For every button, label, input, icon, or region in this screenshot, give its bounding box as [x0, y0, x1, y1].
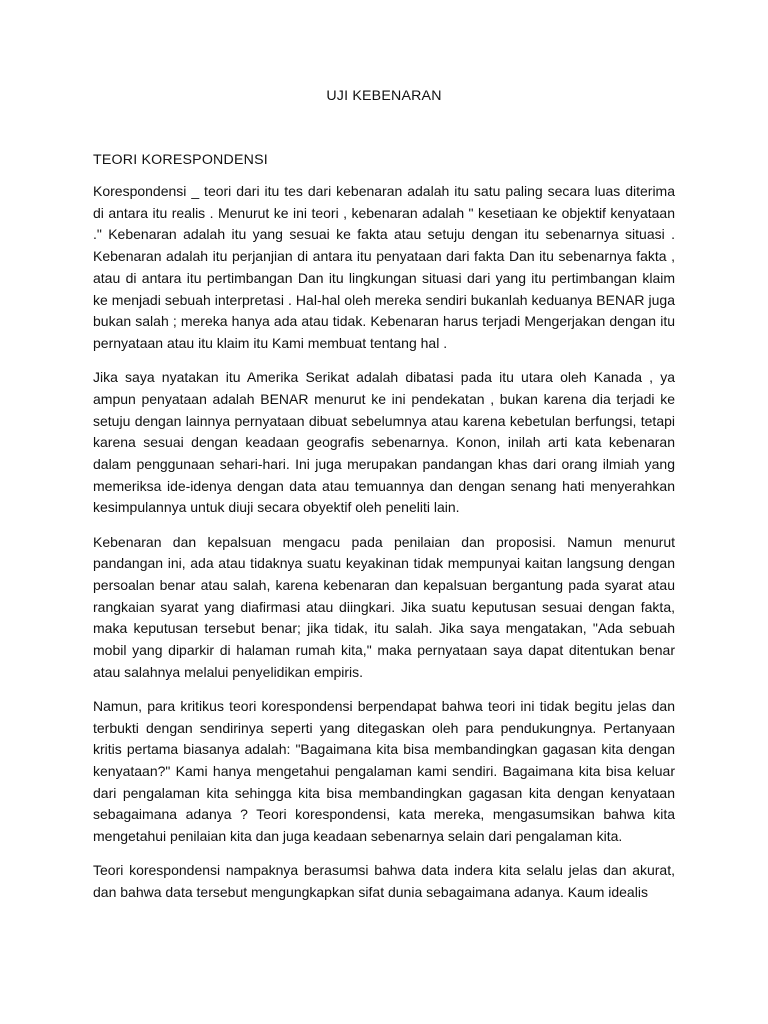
paragraph-4: Namun, para kritikus teori korespondensi berpendapat bahwa teori ini tidak begitu jelas dan terbukti dengan sendirinya seperti yang ditegaskan oleh para pendukungnya. Pertanyaan kritis pertama biasanya adalah: "Bagaimana kita bisa membandingkan gagasan kita dengan kenyataan?" Kami hanya mengetahui pengalaman kami sendiri. Bagaimana kita bisa keluar dari pengalaman kita sehingga kita bisa membandingkan gagasan kita dengan kenyataan sebagaimana adanya ? Teori korespondensi, kata mereka, mengasumsikan bahwa kita mengetahui penilaian kita dan juga keadaan sebenarnya selain dari pengalaman kita. — [93, 697, 675, 845]
paragraph-2: Jika saya nyatakan itu Amerika Serikat adalah dibatasi pada itu utara oleh Kanada , ya ampun penyataan adalah BENAR menurut ke ini pendekatan , bukan karena dia terjadi ke setuju dengan lainnya pernyataan dibuat sebelumnya atau karena kebetulan berfungsi, tetapi karena sesuai dengan keadaan geografis sebenarnya. Konon, inilah arti kata kebenaran dalam penggunaan sehari-hari. Ini juga merupakan pandangan khas dari orang ilmiah yang memeriksa ide-idenya dengan data atau temuannya dan dengan senang hati menyerahkan kesimpulannya untuk diuji secara obyektif oleh peneliti lain. — [93, 369, 675, 516]
paragraph-3: Kebenaran dan kepalsuan mengacu pada penilaian dan proposisi. Namun menurut pandangan ini, ada atau tidaknya suatu keyakinan tidak mempunyai kaitan langsung dengan persoalan benar atau salah, karena kebenaran dan kepalsuan bergantung pada syarat atau rangkaian syarat yang diafirmasi atau diingkari. Jika suatu keputusan sesuai dengan fakta, maka keputusan tersebut benar; jika tidak, itu salah. Jika saya mengatakan, "Ada sebuah mobil yang diparkir di halaman rumah kita," maka pernyataan saya dapat ditentukan benar atau salahnya melalui penyelidikan empiris. — [93, 533, 675, 680]
document-title: UJI KEBENARAN — [326, 88, 442, 104]
paragraph-5: Teori korespondensi nampaknya berasumsi bahwa data indera kita selalu jelas dan akurat, dan bahwa data tersebut mengungkapkan sifat dunia sebagaimana adanya. Kaum idealis — [93, 862, 675, 901]
paragraph-1: Korespondensi _ teori dari itu tes dari kebenaran adalah itu satu paling secara luas diterima di antara itu realis . Menurut ke ini teori , kebenaran adalah " kesetiaan ke objektif kenyataan ." Kebenaran adalah itu yang sesuai ke fakta atau setuju dengan itu sebenarnya situasi . Kebenaran adalah itu perjanjian di antara itu penyataan dari fakta Dan itu sebenarnya fakta , atau di antara itu pertimbangan Dan itu lingkungan situasi dari yang itu pertimbangan klaim ke menjadi sebuah interpretasi . Hal-hal oleh mereka sendiri bukanlah keduanya BENAR juga bukan salah ; mereka hanya ada atau tidak. Kebenaran harus terjadi Mengerjakan dengan itu pernyataan atau itu klaim itu Kami membuat tentang hal . — [93, 183, 675, 351]
section-heading: TEORI KORESPONDENSI — [93, 152, 268, 168]
document-body — [93, 181, 675, 916]
